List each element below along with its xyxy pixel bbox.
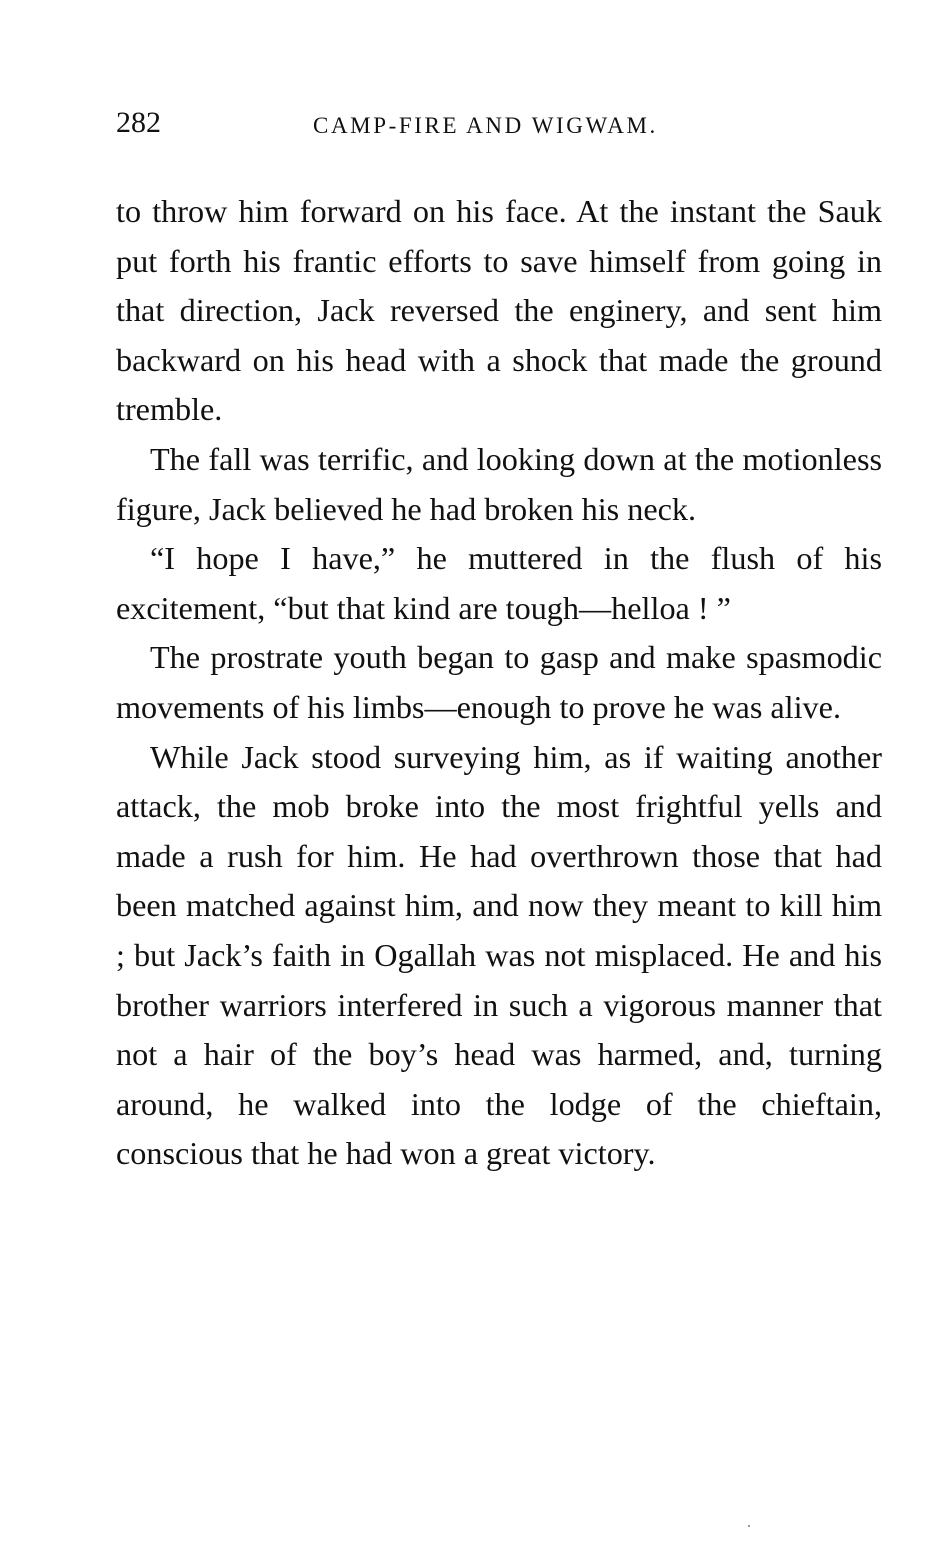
paragraph-5: While Jack stood surveying him, as if waiting another attack, the mob broke into the most frightful yells and made a rush for him. He had overthrown those that had been matched against him, and now they meant to kill him ; but Jack’s faith in Ogallah was not misplaced. He and his brother warriors interfered in such a vigorous manner that not a hair of the boy’s head was harmed, and, turning around, he walked into the lodge of the chieftain, conscious that he had won a great victory. bbox=[116, 738, 882, 1172]
paragraph-3: “I hope I have,” he muttered in the flush of his excitement, “but that kind are tough—helloa ! ” bbox=[116, 540, 882, 626]
body-text bbox=[116, 187, 882, 1179]
paper-speck bbox=[748, 1525, 750, 1527]
paragraph-2: The fall was terrific, and looking down at the motionless figure, Jack believed he had broken his neck. bbox=[116, 440, 882, 527]
page-number: 282 bbox=[116, 106, 161, 139]
page-header bbox=[116, 103, 886, 148]
paragraph-1: to throw him forward on his face. At the instant the Sauk put forth his frantic efforts to save himself from going in that direction, Jack reversed the enginery, and sent him backward on his head with a shock that made the ground tremble. bbox=[116, 193, 882, 428]
paragraph-4: The prostrate youth began to gasp and make spasmodic movements of his limbs—enough to prove he was alive. bbox=[116, 639, 882, 725]
running-head: CAMP-FIRE AND WIGWAM. bbox=[313, 113, 658, 138]
